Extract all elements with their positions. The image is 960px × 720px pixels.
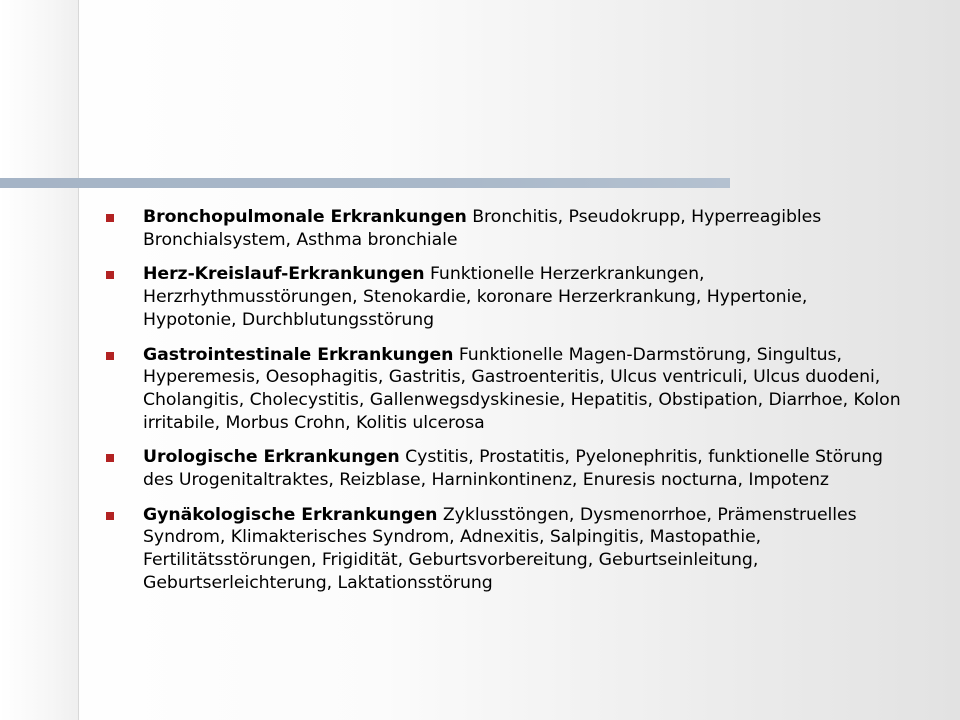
item-text: Bronchitis, Pseudokrupp, Hyperreagibles Bronchialsystem, Asthma bronchiale	[143, 207, 822, 250]
bullet-list	[106, 206, 906, 607]
item-heading: Gynäkologische Erkrankungen	[143, 504, 438, 525]
list-item-herz-kreislauf	[106, 263, 906, 331]
item-text: Zyklusstöngen, Dysmenorrhoe, Prämenstruelles Syndrom, Klimakterisches Syndrom, Adnexitis, Salpingitis, Mastopathie, Fertilitätsstörungen, Frigidität, Geburtsvorbereitung, Geburtseinleitung, Geburtserleichterung, Laktationsstörung	[143, 504, 857, 593]
square-bullet-icon	[106, 512, 114, 520]
item-heading: Gastrointestinale Erkrankungen	[143, 344, 454, 365]
item-heading: Urologische Erkrankungen	[143, 447, 400, 468]
item-heading: Herz-Kreislauf-Erkrankungen	[143, 264, 425, 285]
square-bullet-icon	[106, 271, 114, 279]
list-item-gynaekologisch	[106, 504, 906, 595]
square-bullet-icon	[106, 214, 114, 222]
list-item-gastrointestinal	[106, 344, 906, 435]
item-text: Funktionelle Magen-Darmstörung, Singultus, Hyperemesis, Oesophagitis, Gastritis, Gastroenteritis, Ulcus ventriculi, Ulcus duodeni, Cholangitis, Cholecystitis, Gallenwegsdyskinesie, Hepatitis, Obstipation, Diarrhoe, Kolon irritabile, Morbus Crohn, Kolitis ulcerosa	[143, 344, 901, 433]
slide-rail-divider	[78, 0, 79, 720]
square-bullet-icon	[106, 352, 114, 360]
item-heading: Bronchopulmonale Erkrankungen	[143, 207, 467, 227]
title-accent-bar	[0, 178, 730, 188]
slide-left-rail	[0, 0, 78, 720]
item-text: Funktionelle Herzerkrankungen, Herzrhythmusstörungen, Stenokardie, koronare Herzerkrankung, Hypertonie, Hypotonie, Durchblutungsstörung	[143, 264, 808, 330]
item-text: Cystitis, Prostatitis, Pyelonephritis, funktionelle Störung des Urogenitaltraktes, Reizblase, Harninkontinenz, Enuresis nocturna, Impotenz	[143, 447, 883, 491]
square-bullet-icon	[106, 454, 114, 462]
list-item-urologisch	[106, 446, 906, 491]
list-item-bronchopulmonal	[106, 206, 906, 251]
